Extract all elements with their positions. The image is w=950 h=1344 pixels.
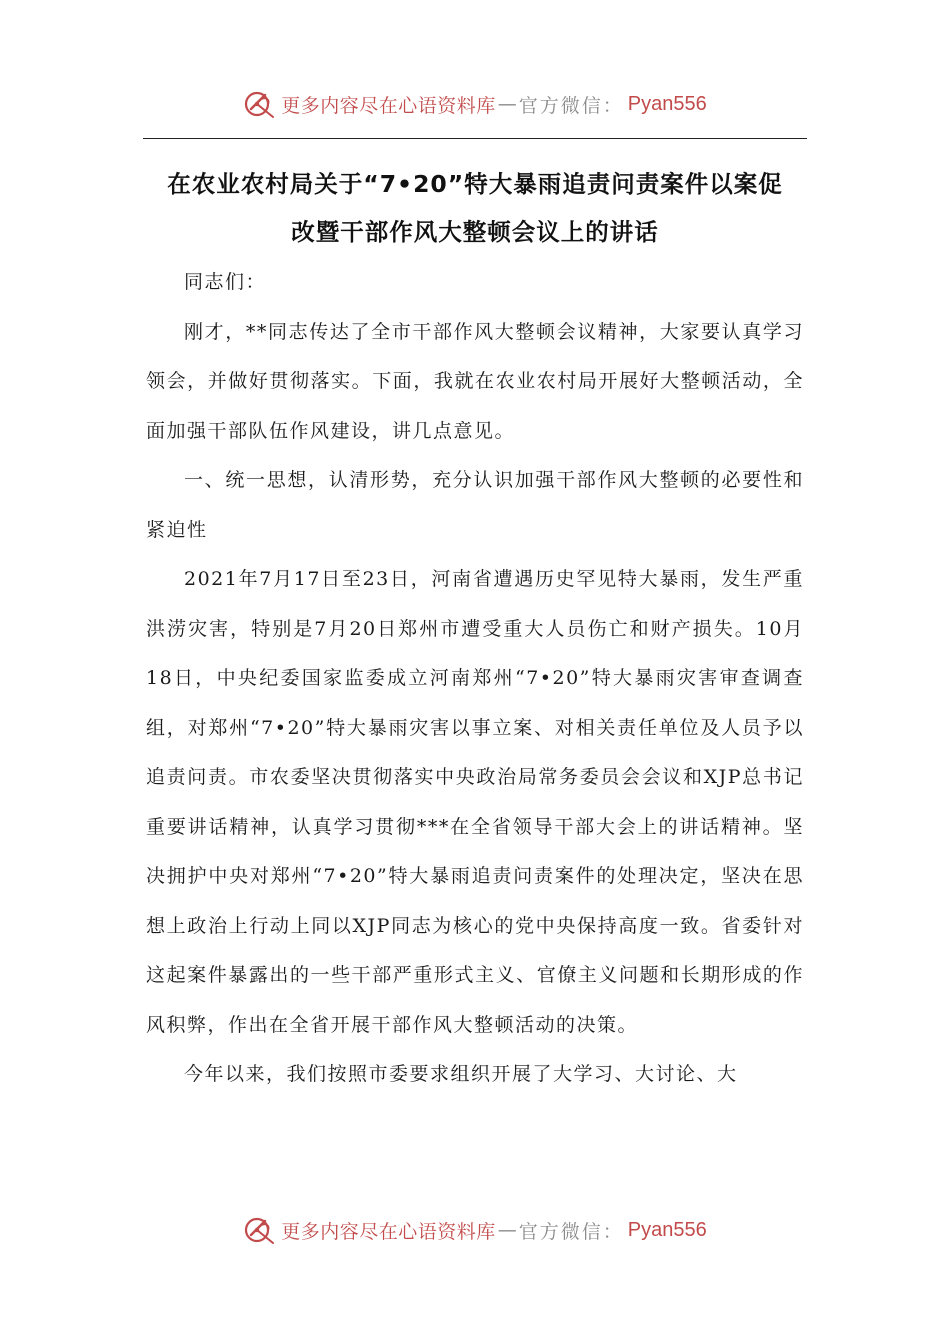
section-heading-1: 一、统一思想，认清形势，充分认识加强干部作风大整顿的必要性和紧迫性	[146, 469, 804, 541]
watermark-main-text: 更多内容尽在心语资料库	[281, 94, 496, 117]
header-divider	[143, 138, 807, 139]
document-title	[143, 160, 807, 256]
watermark-dash: —	[497, 93, 517, 115]
top-watermark-banner	[0, 82, 950, 126]
title-line-1: 在农业农村局关于“7•20”特大暴雨追责问责案件以案促	[167, 170, 783, 198]
watermark-wechat-id: Pyan556	[627, 1218, 707, 1241]
pen-logo-icon	[243, 87, 277, 121]
paragraph-opening: 刚才，**同志传达了全市干部作风大整顿会议精神，大家要认真学习领会，并做好贯彻落实。下面，我就在农业农村局开展好大整顿活动，全面加强干部队伍作风建设，讲几点意见。	[146, 320, 804, 442]
pen-logo-icon	[243, 1213, 277, 1247]
watermark-official-label: 官方微信：	[518, 94, 624, 117]
watermark-main-text: 更多内容尽在心语资料库	[281, 1220, 496, 1243]
bottom-watermark-banner	[0, 1208, 950, 1252]
document-body	[146, 258, 804, 1100]
greeting: 同志们：	[184, 271, 267, 293]
watermark-official-label: 官方微信：	[518, 1220, 624, 1243]
watermark-wechat-id: Pyan556	[627, 92, 707, 115]
paragraph-this-year: 今年以来，我们按照市委要求组织开展了大学习、大讨论、大	[184, 1063, 738, 1085]
title-line-2: 改暨干部作风大整顿会议上的讲话	[291, 218, 659, 246]
paragraph-background: 2021年7月17日至23日，河南省遭遇历史罕见特大暴雨，发生严重洪涝灾害，特别是7月20日郑州市遭受重大人员伤亡和财产损失。10月18日，中央纪委国家监委成立河南郑州“7•20”特大暴雨灾害审查调查组，对郑州“7•20”特大暴雨灾害以事立案、对相关责任单位及人员予以追责问责。市农委坚决贯彻落实中央政治局常务委员会会议和XJP总书记重要讲话精神，认真学习贯彻***在全省领导干部大会上的讲话精神。坚决拥护中央对郑州“7•20”特大暴雨追责问责案件的处理决定，坚决在思想上政治上行动上同以XJP同志为核心的党中央保持高度一致。省委针对这起案件暴露出的一些干部严重形式主义、官僚主义问题和长期形成的作风积弊，作出在全省开展干部作风大整顿活动的决策。	[146, 568, 804, 1036]
watermark-dash: —	[497, 1219, 517, 1241]
